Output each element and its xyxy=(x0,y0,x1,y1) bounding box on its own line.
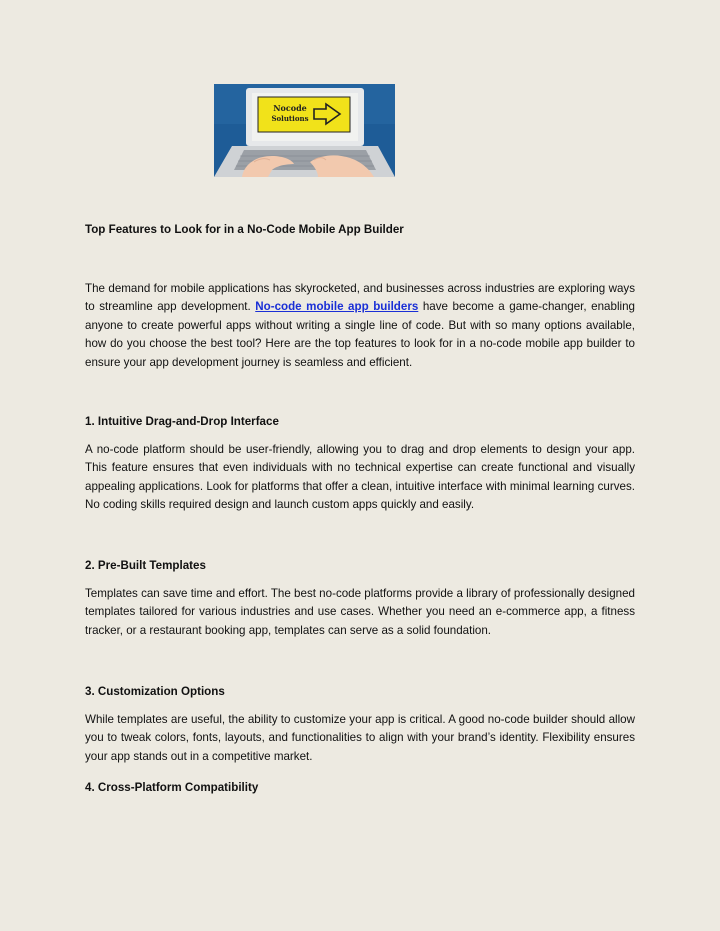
section-heading-3: 3. Customization Options xyxy=(85,685,225,698)
section-body-2: Templates can save time and effort. The best no-code platforms provide a library of professionally designed templates tailored for various industries and use cases. Whether you need an e-commerce app, a fitness tracker, or a restaurant booking app, templates can serve as a solid foundation. xyxy=(85,587,635,637)
intro-paragraph xyxy=(85,280,635,372)
section-heading-1: 1. Intuitive Drag-and-Drop Interface xyxy=(85,415,279,428)
laptop-illustration xyxy=(214,84,395,177)
section-heading-2: 2. Pre-Built Templates xyxy=(85,559,206,572)
section-body-1: A no-code platform should be user-friendly, allowing you to drag and drop elements to design your app. This feature ensures that even individuals with no technical expertise can create functional and visually appealing applications. Look for platforms that offer a clean, intuitive interface with minimal learning curves. No coding skills required design and launch custom apps quickly and easily. xyxy=(85,443,635,512)
intro-text-before-link: The demand for mobile applications has skyrocketed, and businesses across industries are exploring ways to streamline app development. xyxy=(85,282,635,314)
sign-text-line1: Nocode xyxy=(273,103,307,113)
intro-text-after-link: have become a game-changer, enabling anyone to create powerful apps without writing a single line of code. But with so many options available, how do you choose the best tool? Here are the top features to look for in a no-code mobile app builder to ensure your app development journey is seamless and efficient. xyxy=(85,300,636,369)
section-body-3: While templates are useful, the ability to customize your app is critical. A good no-code builder should allow you to tweak colors, fonts, layouts, and functionalities to align with your brand’s identity. Flexibility ensures your app stands out in a competitive market. xyxy=(85,713,635,763)
sign-text-line2: Solutions xyxy=(271,114,309,123)
no-code-builders-link[interactable]: No-code mobile app builders xyxy=(255,300,419,314)
section-heading-4: 4. Cross-Platform Compatibility xyxy=(85,781,259,794)
hero-image xyxy=(214,84,395,177)
article-title: Top Features to Look for in a No-Code Mobile App Builder xyxy=(85,223,404,236)
